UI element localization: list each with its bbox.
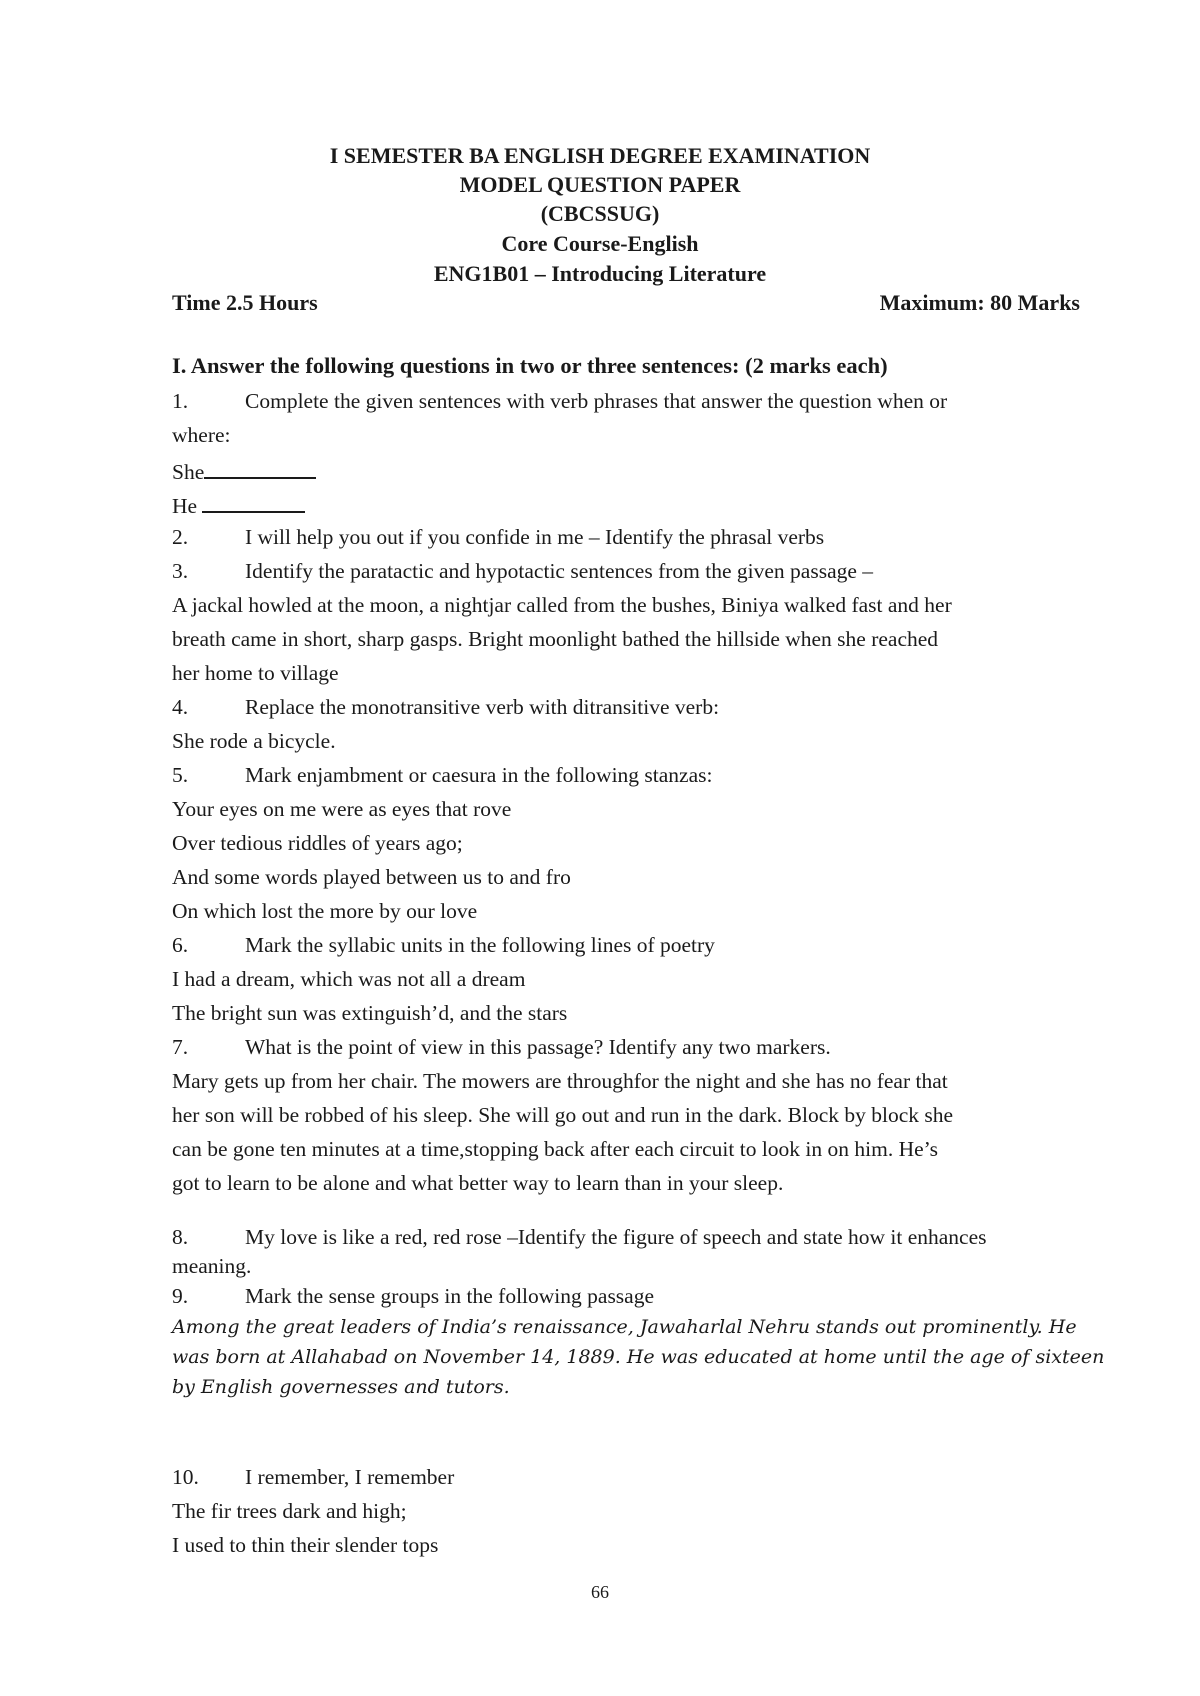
italic-passage-line: Among the great leaders of India’s renaissance, Jawaharlal Nehru stands out prominently. He [172,1316,1077,1338]
question-10 [172,1467,1157,1489]
exam-title: I SEMESTER BA ENGLISH DEGREE EXAMINATION [329,143,871,168]
q-text: I will help you out if you confide in me – Identify the phrasal verbs [245,525,825,549]
q-text: Identify the paratactic and hypotactic sentences from the given passage – [245,559,874,583]
passage-line: her home to village [172,661,339,685]
q-text: Mark the syllabic units in the following lines of poetry [245,933,715,957]
paper-type: MODEL QUESTION PAPER [459,172,741,197]
passage-line: A jackal howled at the moon, a nightjar called from the bushes, Biniya walked fast and her [172,593,952,617]
time-label: Time 2.5 Hours [172,290,318,315]
passage-line: got to learn to be alone and what better way to learn than in your sleep. [172,1171,784,1195]
blank-he [172,493,1157,518]
q-number: 6. [172,933,189,957]
blank-she-label: She [172,460,205,484]
blank-she [172,459,1157,484]
question-2 [172,527,1157,549]
poem-line: Over tedious riddles of years ago; [172,831,463,855]
q-text: Complete the given sentences with verb phrases that answer the question when or [245,389,948,413]
q-number: 3. [172,559,189,583]
q-text: My love is like a red, red rose –Identify the figure of speech and state how it enhances [245,1225,987,1249]
scheme: (CBCSSUG) [540,201,660,226]
q-number: 9. [172,1284,189,1308]
poem-line: I used to thin their slender tops [172,1533,439,1557]
question-8-cont: meaning. [172,1254,252,1278]
section-heading: I. Answer the following questions in two or three sentences: (2 marks each) [172,353,888,378]
q-number: 10. [172,1465,199,1489]
fill-blank [202,493,305,513]
question-1-cont: where: [172,423,231,447]
q-number: 7. [172,1035,189,1059]
q-text: Replace the monotransitive verb with ditransitive verb: [245,695,720,719]
poem-line: I had a dream, which was not all a dream [172,967,526,991]
q-text: What is the point of view in this passage? Identify any two markers. [245,1035,831,1059]
question-9 [172,1286,1157,1308]
italic-passage-line: was born at Allahabad on November 14, 1889. He was educated at home until the age of sixteen [172,1346,1105,1368]
q-text: I remember, I remember [245,1465,455,1489]
course-code: ENG1B01 – Introducing Literature [433,261,767,286]
poem-line: The bright sun was extinguish’d, and the stars [172,1001,568,1025]
page-number: 66 [591,1582,609,1602]
course-type: Core Course-English [501,231,699,256]
passage-line: Mary gets up from her chair. The mowers are throughfor the night and she has no fear that [172,1069,948,1093]
poem-line: And some words played between us to and fro [172,865,571,889]
passage-line: breath came in short, sharp gasps. Bright moonlight bathed the hillside when she reached [172,627,939,651]
fill-blank [204,459,316,479]
passage-line: her son will be robbed of his sleep. She will go out and run in the dark. Block by block she [172,1103,954,1127]
q-text: Mark enjambment or caesura in the following stanzas: [245,763,713,787]
question-5 [172,765,1157,787]
poem-line: The fir trees dark and high; [172,1499,407,1523]
question-3 [172,561,1157,583]
question-1 [172,391,1157,413]
question-8 [172,1227,1157,1249]
blank-he-label: He [172,494,198,518]
q-text: Mark the sense groups in the following passage [245,1284,655,1308]
question-6 [172,935,1157,957]
q-number: 4. [172,695,189,719]
max-marks-label: Maximum: 80 Marks [879,290,1080,315]
question-7 [172,1037,1157,1059]
passage-line: She rode a bicycle. [172,729,336,753]
italic-passage-line: by English governesses and tutors. [172,1376,510,1398]
q-number: 5. [172,763,189,787]
question-4 [172,697,1157,719]
passage-line: can be gone ten minutes at a time,stopping back after each circuit to look in on him. He’s [172,1137,939,1161]
poem-line: On which lost the more by our love [172,899,478,923]
q-number: 2. [172,525,189,549]
poem-line: Your eyes on me were as eyes that rove [172,797,512,821]
time-max-row [172,290,1080,316]
q-number: 8. [172,1225,189,1249]
q-number: 1. [172,389,189,413]
